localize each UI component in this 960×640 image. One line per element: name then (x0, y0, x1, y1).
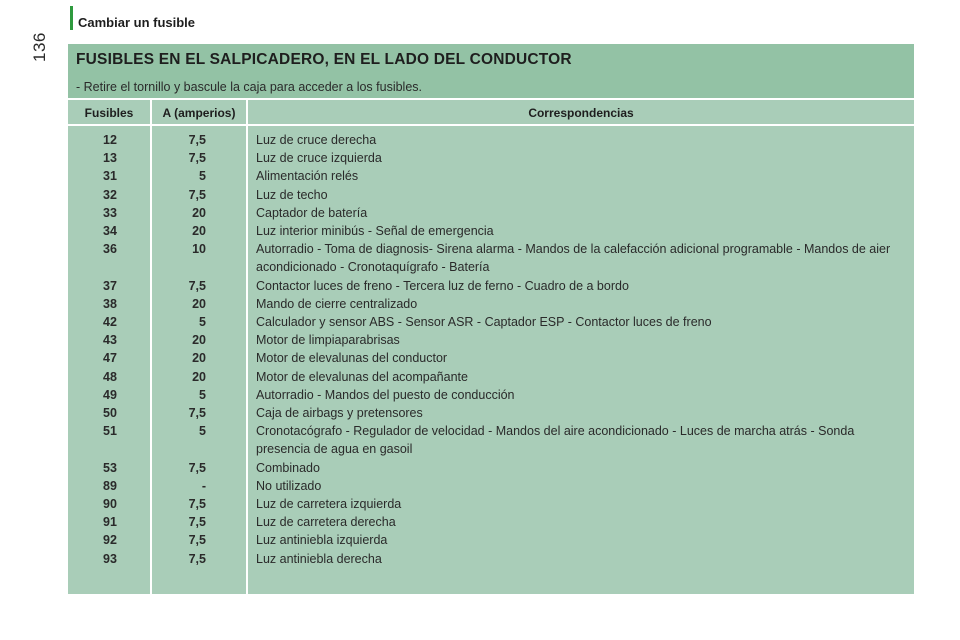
fuse-description: Luz interior minibús - Señal de emergencia (256, 224, 494, 239)
instruction-text: - Retire el tornillo y bascule la caja para acceder a los fusibles. (76, 80, 423, 94)
fuse-amperage: 7,5 (188, 278, 206, 293)
fuse-description: Autorradio - Toma de diagnosis- Sirena alarma - Mandos de la calefacción adicional programable - Mandos de aier acondicionado - Cronotaquígrafo - Batería (256, 242, 891, 275)
fuse-amperage: 20 (192, 369, 206, 384)
fuse-number: 50 (103, 406, 117, 421)
fuse-number: 48 (103, 369, 117, 384)
table-row (68, 550, 914, 568)
fuse-description: Luz de cruce derecha (256, 133, 377, 147)
fuse-amperage: 7,5 (188, 533, 206, 548)
table-row (68, 167, 914, 185)
panel-heading: FUSIBLES EN EL SALPICADERO, EN EL LADO DEL CONDUCTOR (76, 51, 572, 68)
section-accent-bar (70, 6, 73, 30)
table-row (68, 222, 914, 240)
table-row (68, 131, 914, 149)
fuse-amperage: - (201, 478, 206, 493)
fuse-description: Luz antiniebla izquierda (256, 533, 388, 548)
fuse-number: 47 (103, 351, 117, 366)
fuse-amperage: 7,5 (188, 187, 206, 202)
fuse-number: 31 (103, 169, 117, 184)
fuse-description: Combinado (256, 460, 320, 475)
fuse-description: Cronotacógrafo - Regulador de velocidad - Mandos del aire acondicionado - Luces de marcha atrás - Sonda presencia de agua en gasoil (256, 424, 855, 457)
fuse-number: 92 (103, 533, 117, 548)
fuse-number: 12 (103, 133, 117, 147)
fuse-amperage: 5 (199, 315, 206, 330)
table-row (68, 422, 914, 458)
column-header-amperios: A (amperios) (162, 106, 236, 120)
fuse-description: Mando de cierre centralizado (256, 296, 418, 311)
fuse-description: Motor de limpiaparabrisas (256, 333, 400, 348)
table-row (68, 204, 914, 222)
fuse-description: Calculador y sensor ABS - Sensor ASR - Captador ESP - Contactor luces de freno (256, 315, 712, 330)
fuse-number: 51 (103, 424, 117, 439)
fuse-amperage: 10 (192, 242, 206, 257)
fuse-description: Captador de batería (256, 205, 368, 220)
fuse-amperage: 7,5 (188, 551, 206, 566)
fuse-amperage: 5 (199, 387, 206, 402)
fuse-amperage: 7,5 (188, 133, 206, 147)
fuse-number: 36 (103, 242, 117, 257)
fuse-description: Autorradio - Mandos del puesto de conducción (256, 387, 515, 402)
table-row (68, 240, 914, 276)
fuse-description: Caja de airbags y pretensores (256, 406, 423, 421)
fuse-number: 91 (103, 515, 117, 530)
fuse-number: 37 (103, 278, 117, 293)
fuse-amperage: 5 (199, 169, 206, 184)
fuse-number: 49 (103, 387, 117, 402)
fuse-table-panel (68, 44, 914, 594)
fuse-number: 90 (103, 497, 117, 512)
fuse-description: Motor de elevalunas del conductor (256, 351, 448, 366)
fuse-amperage: 20 (192, 205, 206, 220)
fuse-description: Alimentación relés (256, 169, 359, 184)
table-row (68, 531, 914, 549)
fuse-number: 42 (103, 315, 117, 330)
fuse-amperage: 7,5 (188, 406, 206, 421)
fuse-amperage: 20 (192, 296, 206, 311)
fuse-number: 93 (103, 551, 117, 566)
table-row (68, 459, 914, 477)
section-title: Cambiar un fusible (78, 15, 196, 30)
fuse-amperage: 5 (199, 424, 206, 439)
page-number: 136 (30, 32, 49, 62)
fuse-number: 33 (103, 205, 117, 220)
fuse-description: No utilizado (256, 478, 322, 493)
fuse-amperage: 20 (192, 351, 206, 366)
fuse-amperage: 7,5 (188, 460, 206, 475)
table-row (68, 331, 914, 349)
fuse-number: 32 (103, 187, 117, 202)
table-row (68, 477, 914, 495)
fuse-rows (68, 131, 914, 568)
fuse-description: Luz de carretera derecha (256, 515, 396, 530)
table-row (68, 404, 914, 422)
fuse-description: Contactor luces de freno - Tercera luz de ferno - Cuadro de a bordo (256, 278, 629, 293)
table-row (68, 513, 914, 531)
fuse-number: 53 (103, 460, 117, 475)
column-header-divider (68, 124, 914, 126)
fuse-number: 38 (103, 296, 117, 311)
table-row (68, 386, 914, 404)
table-row (68, 149, 914, 167)
column-header-fusibles: Fusibles (84, 106, 134, 120)
fuse-description: Luz de carretera izquierda (256, 497, 402, 512)
fuse-description: Luz de techo (256, 187, 328, 202)
table-row (68, 277, 914, 295)
fuse-description: Luz de cruce izquierda (256, 151, 382, 166)
fuse-number: 89 (103, 478, 117, 493)
fuse-number: 34 (103, 224, 117, 239)
fuse-amperage: 20 (192, 224, 206, 239)
fuse-amperage: 7,5 (188, 515, 206, 530)
fuse-amperage: 20 (192, 333, 206, 348)
fuse-amperage: 7,5 (188, 497, 206, 512)
table-row (68, 313, 914, 331)
table-row (68, 368, 914, 386)
fuse-description: Luz antiniebla derecha (256, 551, 382, 566)
fuse-number: 13 (103, 151, 117, 166)
table-row (68, 495, 914, 513)
table-row (68, 349, 914, 367)
fuse-amperage: 7,5 (188, 151, 206, 166)
fuse-description: Motor de elevalunas del acompañante (256, 369, 468, 384)
fuse-number: 43 (103, 333, 117, 348)
column-header-correspondencias: Correspondencias (528, 106, 634, 120)
panel-header (68, 44, 914, 98)
table-row (68, 295, 914, 313)
table-row (68, 186, 914, 204)
